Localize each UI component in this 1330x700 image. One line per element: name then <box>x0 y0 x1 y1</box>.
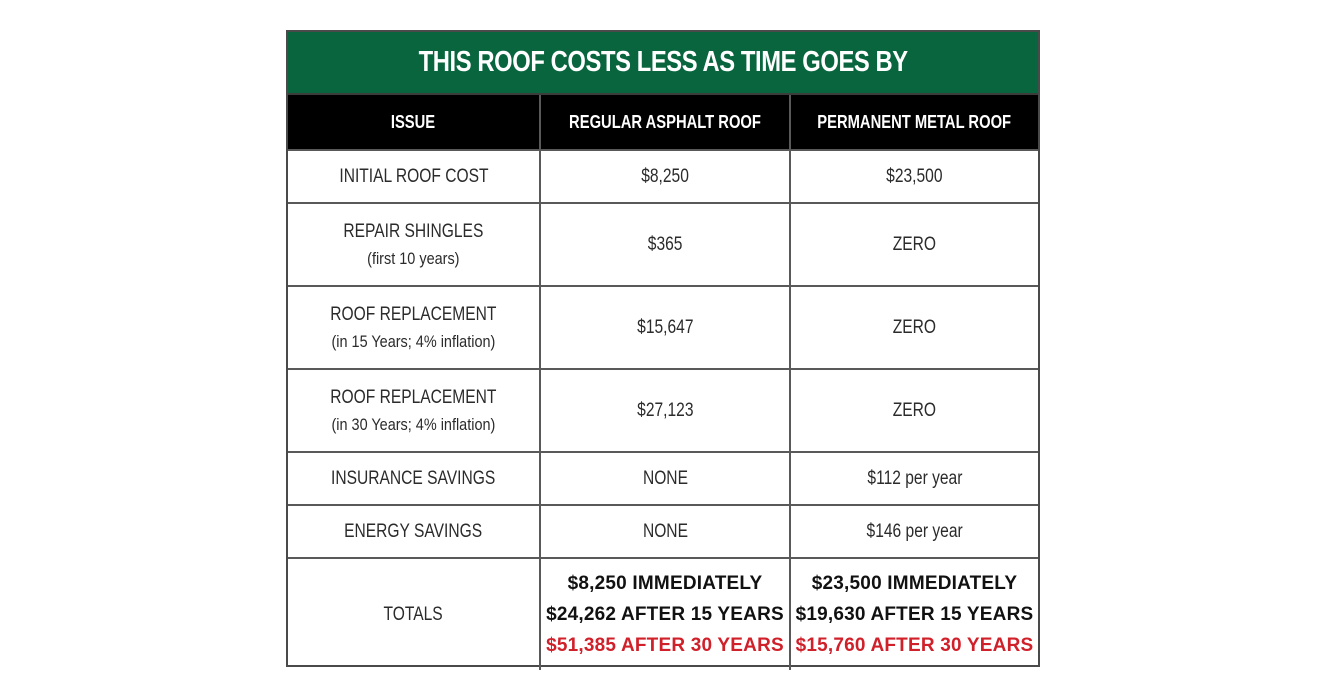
issue-cell: REPAIR SHINGLES (first 10 years) <box>288 203 540 286</box>
table-row <box>288 150 1038 203</box>
table-row <box>288 369 1038 452</box>
issue-cell: ROOF REPLACEMENT (in 30 Years; 4% inflation) <box>288 369 540 452</box>
table-title-bar <box>288 32 1038 95</box>
asphalt-total-15-years: $24,262 AFTER 15 YEARS <box>546 604 784 625</box>
issue-cell: INITIAL ROOF COST <box>288 150 540 203</box>
metal-total-immediate: $23,500 IMMEDIATELY <box>811 573 1018 594</box>
metal-total-30-years: $15,760 AFTER 30 YEARS <box>795 635 1034 656</box>
table-row <box>288 505 1038 558</box>
table-title: THIS ROOF COSTS LESS AS TIME GOES BY <box>418 46 908 78</box>
totals-row <box>288 558 1038 670</box>
metal-cell: $146 per year <box>790 505 1038 558</box>
column-header-metal: PERMANENT METAL ROOF <box>790 95 1038 150</box>
header-row <box>288 95 1038 150</box>
metal-totals-cell <box>790 558 1038 670</box>
asphalt-totals-cell <box>540 558 790 670</box>
issue-cell: INSURANCE SAVINGS <box>288 452 540 505</box>
asphalt-cell: $8,250 <box>540 150 790 203</box>
asphalt-cell: $15,647 <box>540 286 790 369</box>
asphalt-cell: NONE <box>540 505 790 558</box>
metal-cell: ZERO <box>790 369 1038 452</box>
table-row <box>288 286 1038 369</box>
table-row <box>288 203 1038 286</box>
issue-cell: ROOF REPLACEMENT (in 15 Years; 4% inflation) <box>288 286 540 369</box>
issue-subtext: (in 30 Years; 4% inflation) <box>331 414 496 434</box>
asphalt-cell: NONE <box>540 452 790 505</box>
issue-subtext: (in 15 Years; 4% inflation) <box>331 331 496 351</box>
metal-cell: ZERO <box>790 203 1038 286</box>
metal-cell: $112 per year <box>790 452 1038 505</box>
asphalt-total-30-years: $51,385 AFTER 30 YEARS <box>546 635 784 656</box>
asphalt-cell: $365 <box>540 203 790 286</box>
totals-label-cell: TOTALS <box>288 558 540 670</box>
column-header-asphalt: REGULAR ASPHALT ROOF <box>540 95 790 150</box>
issue-cell: ENERGY SAVINGS <box>288 505 540 558</box>
comparison-table <box>288 95 1038 670</box>
metal-cell: $23,500 <box>790 150 1038 203</box>
cost-comparison-table <box>286 30 1040 667</box>
issue-subtext: (first 10 years) <box>367 248 460 268</box>
metal-cell: ZERO <box>790 286 1038 369</box>
asphalt-cell: $27,123 <box>540 369 790 452</box>
table-row <box>288 452 1038 505</box>
column-header-issue: ISSUE <box>288 95 540 150</box>
metal-total-15-years: $19,630 AFTER 15 YEARS <box>795 604 1034 625</box>
asphalt-total-immediate: $8,250 IMMEDIATELY <box>567 573 763 594</box>
